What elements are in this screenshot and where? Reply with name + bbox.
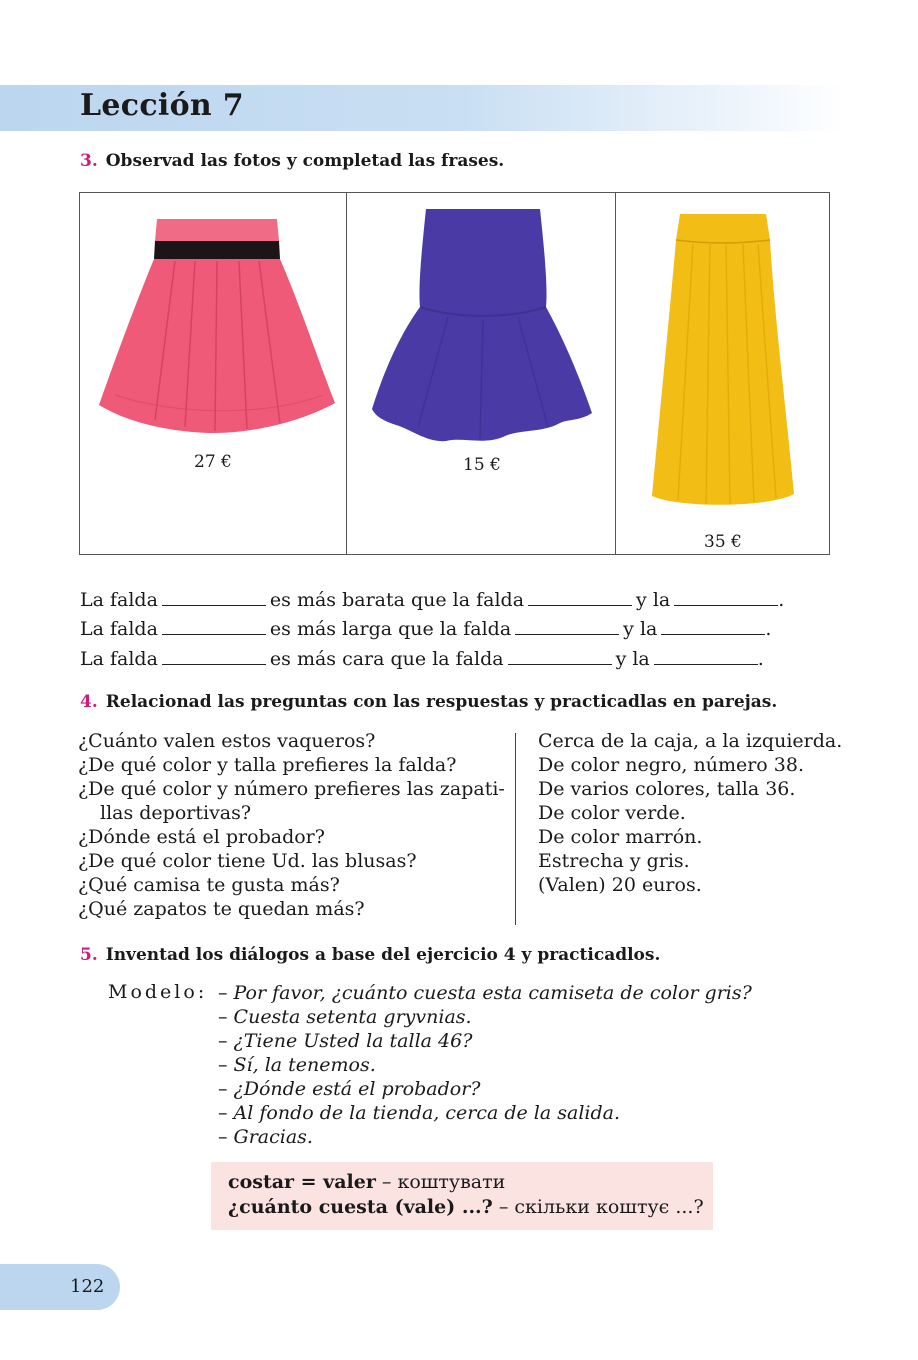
answer-item: Cerca de la caja, a la izquierda. bbox=[538, 730, 843, 752]
sentence-text: es más larga que la falda bbox=[269, 618, 512, 640]
answer-item: De color verde. bbox=[538, 802, 686, 824]
questions-column bbox=[78, 729, 508, 921]
sentence-text: y la bbox=[636, 589, 671, 611]
price-label: 15 € bbox=[463, 455, 501, 475]
question-item: llas deportivas? bbox=[100, 802, 252, 824]
price-label: 35 € bbox=[704, 532, 742, 552]
exercise-instruction: Observad las fotos y completad las frases. bbox=[105, 151, 505, 171]
vocab-term: costar = valer bbox=[228, 1171, 376, 1193]
sentence-text: es más barata que la falda bbox=[269, 589, 525, 611]
vocab-translation: – коштувати bbox=[375, 1171, 506, 1193]
question-item: ¿Dónde está el probador? bbox=[78, 826, 325, 848]
skirt-photo-table bbox=[79, 192, 830, 555]
pink-skirt-icon bbox=[95, 215, 340, 435]
sentence-text: y la bbox=[623, 618, 658, 640]
dialog-line: – Gracias. bbox=[218, 1126, 313, 1148]
question-item: ¿De qué color y número prefieres las zapati- bbox=[78, 778, 505, 800]
question-item: ¿De qué color tiene Ud. las blusas? bbox=[78, 850, 417, 872]
answer-blank[interactable] bbox=[162, 589, 266, 606]
vocab-line bbox=[228, 1170, 696, 1195]
answer-blank[interactable] bbox=[508, 648, 612, 665]
answer-blank[interactable] bbox=[162, 618, 266, 635]
vocabulary-box bbox=[211, 1162, 713, 1230]
table-divider bbox=[615, 193, 616, 554]
answer-blank[interactable] bbox=[515, 618, 619, 635]
sentence-text: es más cara que la falda bbox=[269, 648, 504, 670]
answer-blank[interactable] bbox=[654, 648, 758, 665]
fill-sentence bbox=[80, 648, 764, 670]
exercise-number: 4. bbox=[80, 692, 98, 712]
fill-sentence bbox=[80, 618, 771, 640]
exercise-instruction: Inventad los diálogos a base del ejercicio 4 y practicadlos. bbox=[105, 945, 661, 965]
exercise-3-heading bbox=[80, 151, 504, 171]
vocab-line bbox=[228, 1195, 704, 1220]
sentence-text: La falda bbox=[80, 648, 158, 670]
sentence-text: La falda bbox=[80, 618, 158, 640]
sentence-text: . bbox=[778, 589, 785, 611]
question-item: ¿Cuánto valen estos vaqueros? bbox=[78, 730, 376, 752]
question-item: ¿Qué camisa te gusta más? bbox=[78, 874, 340, 896]
fill-sentence bbox=[80, 589, 784, 611]
exercise-4-heading bbox=[80, 692, 777, 712]
table-divider bbox=[346, 193, 347, 554]
sentence-text: . bbox=[757, 648, 764, 670]
exercise-number: 5. bbox=[80, 945, 98, 965]
answer-blank[interactable] bbox=[162, 648, 266, 665]
answer-item: De color marrón. bbox=[538, 826, 703, 848]
sentence-text: La falda bbox=[80, 589, 158, 611]
yellow-skirt-icon bbox=[648, 210, 798, 510]
dialog-line: – Cuesta setenta gryvnias. bbox=[218, 1006, 472, 1028]
vocab-term: ¿cuánto cuesta (vale) ...? bbox=[228, 1196, 493, 1218]
answers-column bbox=[538, 729, 858, 897]
lesson-title: Lección 7 bbox=[80, 88, 244, 123]
dialog-line: – ¿Tiene Usted la talla 46? bbox=[218, 1030, 473, 1052]
model-dialog bbox=[218, 981, 752, 1149]
column-divider bbox=[515, 733, 516, 925]
dialog-line: – Por favor, ¿cuánto cuesta esta camiseta de color gris? bbox=[218, 982, 752, 1004]
answer-item: (Valen) 20 euros. bbox=[538, 874, 702, 896]
sentence-text: . bbox=[765, 618, 772, 640]
price-label: 27 € bbox=[194, 452, 232, 472]
dialog-line: – Sí, la tenemos. bbox=[218, 1054, 376, 1076]
page-number: 122 bbox=[70, 1276, 105, 1297]
answer-item: De color negro, número 38. bbox=[538, 754, 804, 776]
answer-blank[interactable] bbox=[674, 589, 778, 606]
dialog-line: – ¿Dónde está el probador? bbox=[218, 1078, 481, 1100]
exercise-5-heading bbox=[80, 945, 660, 965]
answer-item: Estrecha y gris. bbox=[538, 850, 690, 872]
answer-blank[interactable] bbox=[528, 589, 632, 606]
exercise-instruction: Relacionad las preguntas con las respuestas y practicadlas en parejas. bbox=[105, 692, 778, 712]
question-item: ¿De qué color y talla prefieres la falda? bbox=[78, 754, 457, 776]
model-label: Modelo: bbox=[108, 981, 208, 1003]
purple-skirt-icon bbox=[368, 207, 598, 447]
question-item: ¿Qué zapatos te quedan más? bbox=[78, 898, 365, 920]
answer-blank[interactable] bbox=[661, 618, 765, 635]
answer-item: De varios colores, talla 36. bbox=[538, 778, 796, 800]
exercise-number: 3. bbox=[80, 151, 98, 171]
dialog-line: – Al fondo de la tienda, cerca de la salida. bbox=[218, 1102, 621, 1124]
sentence-text: y la bbox=[615, 648, 650, 670]
vocab-translation: – скільки коштує ...? bbox=[492, 1196, 704, 1218]
